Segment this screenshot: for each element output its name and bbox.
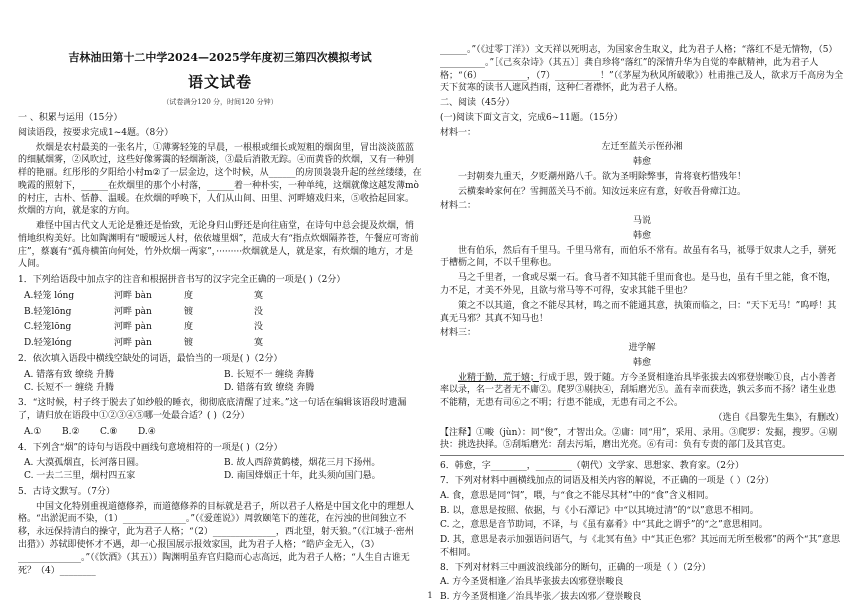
- q4-option-c[interactable]: C. 一去二三里，烟村四五家: [24, 471, 136, 482]
- q1-a-char1: 度: [184, 290, 194, 301]
- question-6: 6．韩愈，字________，________（朝代）文学家、思想家、教育家。（2分）: [440, 461, 744, 472]
- q1-option-c[interactable]: [18, 321, 422, 334]
- section-1-heading: 一 、积累与运用（15分）: [18, 113, 123, 123]
- q7-option-d[interactable]: D. 其，意思是表示加强语问语气，与《北冥有鱼》中“其正色邪？其远而无所至极邪”的两个“其”意思不相同。: [440, 535, 841, 558]
- question-5-continued: ______。”（《过零丁洋》）文天祥以死明志，为国家舍生取义，此为君子人格；“落红不是无情物，（5）__________。”［《己亥杂诗》（其五）］龚自珍将“落红”的深情升华为自觉的奉献精神，此为君子人格；“（6）__________，（7）__________！”（《茅屋为秋风所破歌》）杜甫推己及人，欲求万千高房为全天下贫寒的读书人遮风挡雨，这种仁者襟怀，此为君子人格。: [440, 45, 844, 94]
- q1-b-word2: 河畔 pàn: [114, 306, 152, 317]
- question-4: 4．下列含“烟”的诗句与语段中画线句意境相符的一项是( )（2分）: [18, 442, 283, 453]
- q8-option-b[interactable]: B. 方今圣贤相逢／治具毕张／拔去凶邪／登崇畯良: [440, 592, 642, 603]
- q1-a-char2: 寞: [254, 290, 264, 301]
- question-2-options: [18, 369, 422, 395]
- material-1-label: 材料一：: [440, 127, 477, 138]
- material-1-line-1: 一封朝奏九重天，夕贬潮州路八千。欲为圣明除弊事，肯将衰朽惜残年！: [458, 171, 747, 182]
- material-3-underlined-lead: 业精于勤，荒于嬉；: [458, 372, 540, 383]
- q3-option-d[interactable]: D.④: [138, 426, 156, 437]
- q1-b-char2: 没: [254, 306, 264, 317]
- material-3-title: 进学解: [628, 343, 656, 354]
- q1-d-word: D.轻笼lóng: [24, 338, 72, 349]
- q1-b-word: B.轻笼lōng: [24, 306, 72, 317]
- divider: [440, 455, 844, 456]
- material-3-paragraph-1: [440, 372, 844, 410]
- passage-paragraph-1: 炊烟是农村最美的一张名片，①薄雾轻笼的早晨，一根根或细长或短粗的烟囱里，冒出淡淡蓝蓝的细腻烟雾，②风吹过，这些好像雾霭的轻烟渐淡，③最后消散无踪。④而黄昏的炊烟，又有一种别样的艳丽。红彤彤的夕阳给小村m②了一层金边，这个时候，从______的房顶袅袅升起的丝丝缕缕，在晚霞的照射下，______在炊烟里的那个小村落，______着一种朴实，一种单纯，这烟就像这越发薄mò的村庄，古朴、恬静、温暖。在炊烟的呼唤下，人们从山间、田里、河畔嬉戏归来，⑤收拾起回家。炊烟的方向，就是家的方向。: [18, 142, 422, 217]
- q2-option-a[interactable]: A. 错落有致 缭绕 升腾: [24, 369, 114, 380]
- question-5-text: 中国文化特别重视道德修养，而道德修养的目标就是君子，所以君子人格是中国文化中的理想人格。“出淤泥而不染，（1）______________。”（《爱莲说》）周敦颐笔下的莲花，在污浊的世间独立不移，永远保持清白的操守，此为君子人格；“（2）______________，西北望，射天狼。”（《江城子·密州出猎》）苏轼即使怀才不遇，却一心报国展示报效家国，此为君子人格；“皓庐金无入，（3）______________。”（《饮酒》（其五））陶渊明虽弃官归隐而心志高远，此为君子人格；“人生自古谁无死？（4）________: [18, 501, 415, 576]
- material-3-label: 材料三：: [440, 328, 477, 339]
- exam-meta: （试卷满分120 分，时间120 分钟）: [162, 98, 278, 106]
- q4-option-a[interactable]: A. 大漠孤烟直，长河落日圆。: [24, 458, 145, 469]
- subject-title: 语文试卷: [187, 73, 252, 91]
- material-1-line-2: 云横秦岭家何在？雪拥蓝关马不前。知汝远来应有意，好收吾骨瘴江边。: [458, 186, 747, 197]
- material-3-author: 韩愈: [632, 357, 651, 368]
- material-2-author: 韩愈: [632, 230, 651, 241]
- annotation-notes: 【注释】①畯（jùn）：同“俊”，才智出众。②庸：同“用”，采用、录用。③爬罗：发掘，搜罗。④剔抉：挑选抉择。⑤刮垢磨光：刮去污垢，磨出光亮。⑥有司：负有专责的部门及其官吏。: [440, 427, 838, 451]
- section-2-heading: 二、阅读（45分）: [440, 98, 515, 109]
- q2-option-d[interactable]: D. 错落有致 缭绕 奔腾: [224, 382, 315, 393]
- page-number: 1: [427, 590, 433, 600]
- q1-option-b[interactable]: [18, 306, 422, 319]
- question-3: 3．“这时候，村子终于脱去了如纱般的睡衣，彻彻底底清醒了过来。”这一句话在编辑该语段时遗漏了，请归放在语段中①②③④⑤哪一处最合适？( )（2分）: [18, 398, 407, 422]
- question-2: 2．依次填入语段中横线空缺处的词语，最恰当的一项是( )（2分）: [18, 354, 283, 365]
- material-2-label: 材料二：: [440, 201, 477, 212]
- q1-a-word2: 河畔 bàn: [114, 290, 152, 301]
- material-1-author: 韩愈: [632, 157, 651, 168]
- left-flow: [18, 112, 422, 579]
- q1-a-word: A.轻笼 lóng: [24, 290, 75, 301]
- question-4-options: [18, 457, 422, 483]
- passage-paragraph-2: 难怪中国古代文人无论是雅还是怡致，无论身归山野还是向往庙堂，在诗句中总会提及炊烟，悄悄地织构美好。比如陶渊明有“暧暧远人村，依依墟里烟”，范成大有“指点炊烟隔荞苍，午餐应可寄前庄”，蔡襄有“孤舟横笛向何处，竹外炊烟一两家”，·········炊烟就是人，就是家，有炊烟的地方，才是人间。: [18, 221, 419, 270]
- exam-title: 吉林油田第十二中学2024—2025学年度初三第四次模拟考试: [68, 51, 372, 64]
- q2-option-c[interactable]: C. 长短不一 缠绕 升腾: [24, 382, 115, 393]
- question-1: 1．下列给语段中加点字的注音和根据拼音书写的汉字完全正确的一项是( )（2分）: [18, 275, 346, 286]
- q1-d-char2: 寞: [254, 338, 264, 349]
- question-3-options: [18, 426, 422, 439]
- right-flow: [440, 44, 844, 606]
- q4-option-d[interactable]: D. 南国烽烟正十年，此头须向国门悬。: [224, 471, 381, 482]
- q1-d-char1: 镀: [184, 338, 194, 349]
- question-8: 8．下列对材料三中画波浪线部分的断句，正确的一项是（ ）（2分）: [440, 562, 711, 573]
- q3-option-a[interactable]: A.①: [24, 426, 42, 437]
- material-3-paragraph-1-text: 行成于思，毁于随。方今圣贤相逢治具毕张拔去凶邪登崇畯①良，占小善者率以录，名一艺者无不庸②。爬罗③剔抉④，刮垢磨光⑤。盖有幸而获选，孰云多而不扬？诸生业患不能精，无患有司⑥之不明；行患不能成，无患有司之不公。: [440, 372, 837, 409]
- material-2-paragraph-1: 世有伯乐，然后有千里马。千里马常有，而伯乐不常有。故虽有名马，祗辱于奴隶人之手，骈死于槽枥之间，不以千里称也。: [440, 245, 837, 269]
- q1-c-word: C.轻笼lōng: [24, 322, 72, 333]
- q1-option-a[interactable]: [18, 290, 422, 303]
- q1-option-d[interactable]: [18, 337, 422, 350]
- reading-intro: 阅读语段，按要求完成1~4题。（8分）: [18, 127, 174, 138]
- q1-c-char1: 度: [184, 322, 194, 333]
- material-2-paragraph-2: 马之千里者，一食或尽粟一石。食马者不知其能千里而食也。是马也，虽有千里之能，食不饱，力不足，才美不外见，且欲与常马等不可得，安求其能千里也？: [440, 273, 837, 297]
- q3-option-c[interactable]: C.⑧: [100, 426, 118, 437]
- question-5: 5．古诗文默写。（7分）: [18, 486, 115, 497]
- q1-c-char2: 没: [254, 322, 264, 333]
- q8-option-a[interactable]: A. 方今圣贤相逢／治具毕张拔去凶邪登崇畯良: [440, 577, 624, 588]
- material-3-source: （选自《昌黎先生集》，有删改）: [713, 412, 844, 423]
- question-1-options: [18, 290, 422, 350]
- q1-c-word2: 河畔 pàn: [114, 322, 152, 333]
- q3-option-b[interactable]: B.②: [62, 426, 80, 437]
- q7-option-c[interactable]: C. 之，意思是音节助词，不译，与《虽有嘉肴》中“其此之谓乎”的“之”意思相同。: [440, 520, 768, 531]
- q4-option-b[interactable]: B. 故人西辞黄鹤楼，烟花三月下扬州。: [224, 458, 381, 469]
- question-7: 7．下列对材料中画横线加点的词语及相关内容的解说，不正确的一项是（ ）（2分）: [440, 475, 774, 486]
- material-1-title: 左迁至蓝关示侄孙湘: [601, 142, 683, 153]
- q2-option-b[interactable]: B. 长短不一 缠绕 奔腾: [224, 369, 315, 380]
- q7-option-b[interactable]: B. 以，意思是按照、依据，与《小石潭记》中“以其境过清”的“以”意思不相同。: [440, 505, 759, 516]
- material-2-title: 马说: [632, 216, 651, 227]
- q1-b-char1: 镀: [184, 306, 194, 317]
- q7-option-a[interactable]: A. 食，意思是同“饲”，喂，与“食之不能尽其材”中的“食”含义相同。: [440, 490, 714, 501]
- reading-1-intro: (一)阅读下面文言文，完成6~11题。（15分）: [440, 112, 623, 123]
- q1-d-word2: 河畔 pàn: [114, 338, 152, 349]
- material-2-paragraph-3: 策之不以其道，食之不能尽其材，鸣之而不能通其意，执策而临之，曰：“天下无马！”呜呼！其真无马邪？其真不知马也！: [440, 300, 837, 324]
